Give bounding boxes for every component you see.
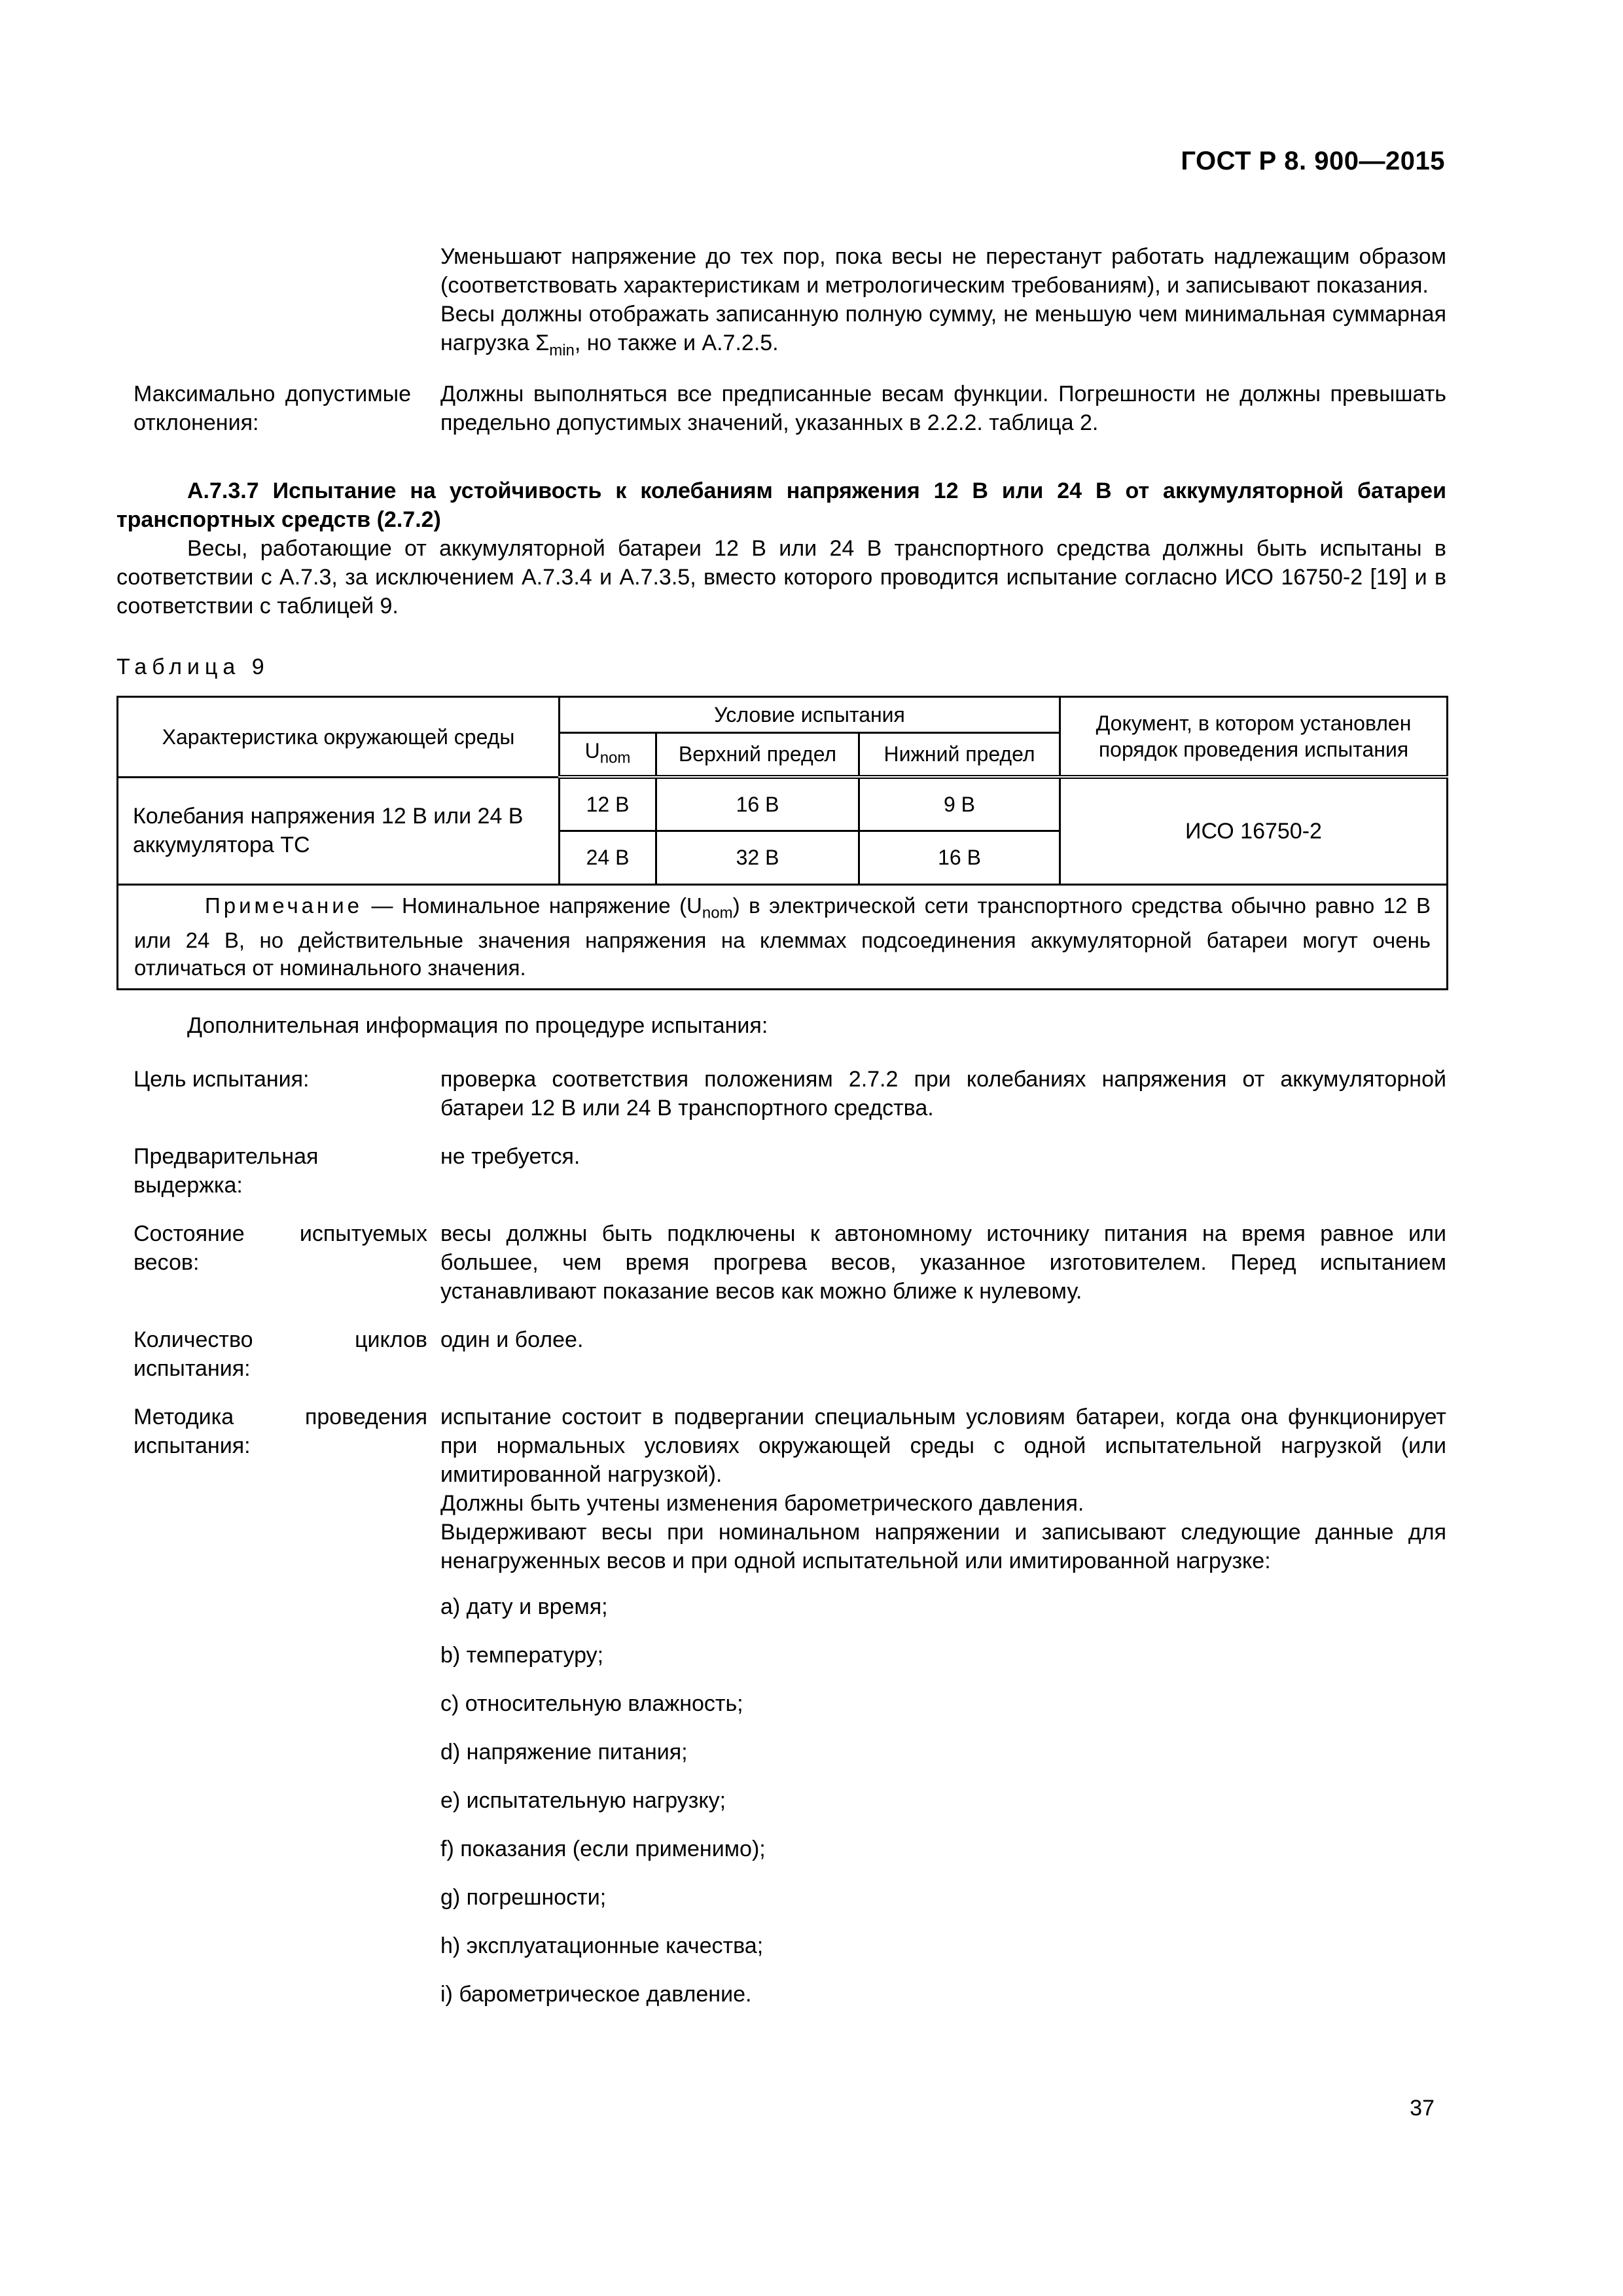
row-label: Колебания напряжения 12 В или 24 В аккумулятора ТС [118, 777, 560, 884]
page-content [116, 242, 1446, 2009]
header-document: Документ, в котором установлен порядок проведения испытания [1060, 696, 1448, 777]
header-env: Характеристика окружающей среды [118, 696, 560, 777]
continuation-paragraph-1: Уменьшают напряжение до тех пор, пока весы не перестанут работать надлежащим образом (соответствовать характеристикам и метрологическим требованиям), и записывают показания. [440, 244, 1446, 298]
max-deviation-desc: Должны выполняться все предписанные весам функции. Погрешности не должны превышать предельно допустимых значений, указанных в 2.2.2. таблица 2. [440, 381, 1446, 435]
def-desc-preconditioning: не требуется. [440, 1144, 580, 1170]
def-desc-purpose: проверка соответствия положениям 2.7.2 при колебаниях напряжения от аккумуляторной батареи 12 В или 24 В транспортного средства. [440, 1067, 1446, 1121]
cell-unom-2: 24 В [560, 831, 656, 884]
record-list [440, 1592, 1446, 2009]
header-unom-sub: nom [599, 749, 631, 767]
header-upper: Верхний предел [656, 732, 859, 777]
sigma-symbol: Σ [535, 331, 550, 355]
def-term-condition: Состояние испытуемых весов: [134, 1221, 427, 1276]
table-caption: Таблица 9 [116, 654, 270, 679]
header-condition: Условие испытания [560, 696, 1060, 732]
list-item: g) погрешности; [440, 1885, 607, 1910]
sigma-subscript: min [549, 341, 575, 359]
cell-document: ИСО 16750-2 [1060, 777, 1448, 884]
table-9 [116, 696, 1448, 990]
header-unom-text: U [584, 738, 600, 762]
header-unom [560, 732, 656, 777]
def-term-cycles: Количество циклов испытания: [134, 1327, 427, 1382]
continuation-text-post: , но также и A.7.2.5. [574, 331, 779, 355]
continuation-text-pre: Весы должны отображать записанную полную сумму, не меньшую чем минимальная суммарная нагрузка [440, 302, 1446, 355]
note-sub: nom [702, 904, 733, 922]
document-header: ГОСТ Р 8. 900—2015 [1181, 147, 1445, 175]
cell-upper-2: 32 В [656, 831, 859, 884]
method-paragraph-1: испытание состоит в подвергании специальным условиям батареи, когда она функционирует при нормальных условиях окружающей среды с одной испытательной нагрузкой (или имитированной нагрузкой). [440, 1405, 1446, 1488]
extra-info: Дополнительная информация по процедуре испытания: [187, 1013, 768, 1039]
continuation-paragraph-2 [440, 300, 1446, 365]
section-title: A.7.3.7 Испытание на устойчивость к колебаниям напряжения 12 В или 24 В от аккумуляторной батареи транспортных средств (2.7.2) [116, 478, 1446, 532]
list-item: d) напряжение питания; [440, 1740, 688, 1765]
list-item: f) показания (если применимо); [440, 1837, 766, 1862]
empty-term [116, 242, 440, 365]
list-item: c) относительную влажность; [440, 1691, 743, 1717]
list-item: h) эксплуатационные качества; [440, 1933, 764, 1959]
cell-lower-2: 16 В [859, 831, 1060, 884]
list-item: e) испытательную нагрузку; [440, 1788, 726, 1814]
header-lower: Нижний предел [859, 732, 1060, 777]
page-number: 37 [1410, 2096, 1435, 2121]
def-term-method: Методика проведения испытания: [134, 1405, 427, 1459]
def-term-purpose: Цель испытания: [134, 1067, 310, 1092]
note-text-pre: — Номинальное напряжение (U [363, 893, 702, 918]
def-desc-cycles: один и более. [440, 1327, 584, 1353]
table-note [118, 884, 1448, 990]
continuation-text [440, 242, 1446, 365]
definitions-list [116, 1065, 1446, 1575]
def-desc-condition: весы должны быть подключены к автономному источнику питания на время равное или большее, чем время прогрева весов, указанное изготовителем. Перед испытанием устанавливают показание весов как можно ближе к нулевому. [440, 1221, 1446, 1304]
section-body: Весы, работающие от аккумуляторной батареи 12 В или 24 В транспортного средства должны быть испытаны в соответствии с A.7.3, за исключением A.7.3.4 и A.7.3.5, вместо которого проводится испытание согласно ИСО 16750-2 [19] и в соответствии с таблицей 9. [116, 535, 1446, 619]
cell-unom-1: 12 В [560, 777, 656, 831]
max-deviation-row [116, 380, 1446, 437]
note-label: Примечание [205, 893, 363, 918]
continuation-block [116, 242, 1446, 365]
def-desc-method [440, 1403, 1446, 1575]
cell-lower-1: 9 В [859, 777, 1060, 831]
list-item: b) температуру; [440, 1643, 604, 1668]
method-paragraph-3: Выдерживают весы при номинальном напряжении и записывают следующие данные для ненагруженных весов и при одной испытательной или имитированной нагрузке: [440, 1520, 1446, 1574]
list-item: i) барометрическое давление. [440, 1982, 752, 2007]
max-deviation-term: Максимально допустимые отклонения: [134, 381, 411, 435]
def-term-preconditioning: Предварительная выдержка: [134, 1144, 319, 1198]
method-paragraph-2: Должны быть учтены изменения барометрического давления. [440, 1491, 1084, 1516]
note-text-post: ) в электрической сети транспортного средства обычно равно 12 В или 24 В, но действительные значения напряжения на клеммах подсоединения аккумуляторной батареи могут очень отличаться от номинального значения. [134, 893, 1431, 980]
list-item: a) дату и время; [440, 1594, 608, 1620]
cell-upper-1: 16 В [656, 777, 859, 831]
